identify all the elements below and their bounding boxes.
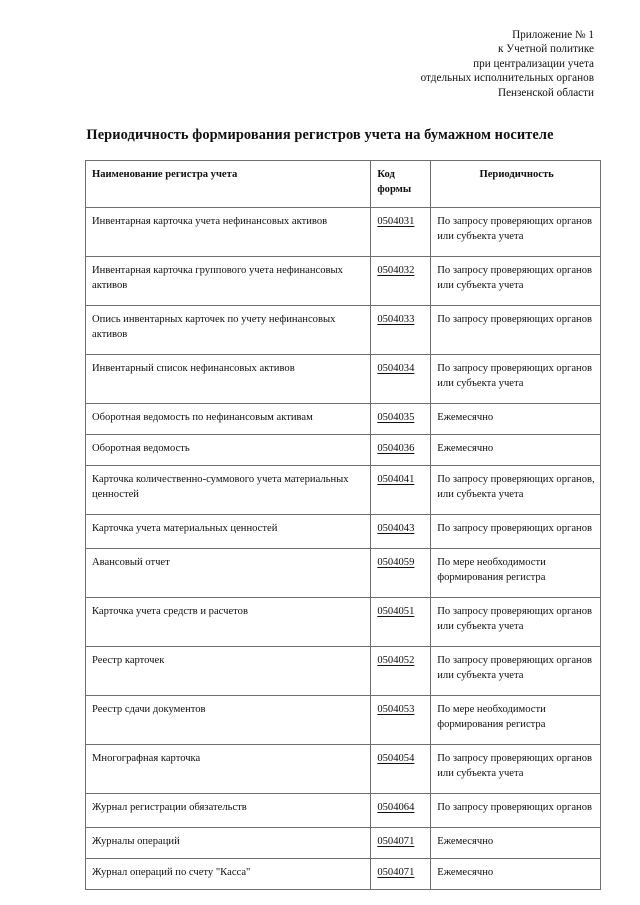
register-name: Авансовый отчет bbox=[86, 549, 371, 598]
form-code-link[interactable]: 0504035 bbox=[377, 412, 415, 423]
periodicity: По запросу проверяющих органов bbox=[431, 306, 601, 355]
registers-table bbox=[85, 160, 601, 890]
register-name: Опись инвентарных карточек по учету нефинансовых активов bbox=[86, 306, 371, 355]
register-name: Реестр сдачи документов bbox=[86, 696, 371, 745]
header-periodicity: Периодичность bbox=[431, 161, 601, 208]
register-name: Карточка учета средств и расчетов bbox=[86, 598, 371, 647]
table-row bbox=[86, 355, 601, 404]
periodicity: По мере необходимости формирования регистра bbox=[431, 696, 601, 745]
periodicity: По запросу проверяющих органов или субъекта учета bbox=[431, 647, 601, 696]
table-row bbox=[86, 828, 601, 859]
appendix-note-line: при централизации учета bbox=[473, 57, 594, 70]
form-code-link[interactable]: 0504043 bbox=[377, 523, 415, 534]
periodicity: По мере необходимости формирования регистра bbox=[431, 549, 601, 598]
form-code-link[interactable]: 0504054 bbox=[377, 753, 415, 764]
appendix-note-line: отдельных исполнительных органов bbox=[420, 72, 594, 85]
table-row bbox=[86, 794, 601, 828]
register-name: Журнал регистрации обязательств bbox=[86, 794, 371, 828]
form-code-link[interactable]: 0504059 bbox=[377, 557, 415, 568]
register-name: Журналы операций bbox=[86, 828, 371, 859]
form-code-link[interactable]: 0504071 bbox=[377, 836, 415, 847]
register-name: Многографная карточка bbox=[86, 745, 371, 794]
table-row bbox=[86, 404, 601, 435]
table-row bbox=[86, 306, 601, 355]
periodicity: По запросу проверяющих органов bbox=[431, 794, 601, 828]
periodicity: Ежемесячно bbox=[431, 404, 601, 435]
header-register-name: Наименование регистра учета bbox=[86, 161, 371, 208]
periodicity: Ежемесячно bbox=[431, 859, 601, 890]
periodicity: По запросу проверяющих органов или субъекта учета bbox=[431, 745, 601, 794]
form-code-link[interactable]: 0504071 bbox=[377, 867, 415, 878]
form-code-link[interactable]: 0504051 bbox=[377, 606, 415, 617]
table-row bbox=[86, 859, 601, 890]
register-name: Карточка учета материальных ценностей bbox=[86, 515, 371, 549]
periodicity: Ежемесячно bbox=[431, 435, 601, 466]
form-code-link[interactable]: 0504034 bbox=[377, 363, 415, 374]
table-row bbox=[86, 745, 601, 794]
document-title: Периодичность формирования регистров учета на бумажном носителе bbox=[86, 127, 554, 143]
table-row bbox=[86, 208, 601, 257]
periodicity: По запросу проверяющих органов или субъекта учета bbox=[431, 257, 601, 306]
periodicity: По запросу проверяющих органов или субъекта учета bbox=[431, 598, 601, 647]
register-name: Журнал операций по счету "Касса" bbox=[86, 859, 371, 890]
form-code-link[interactable]: 0504032 bbox=[377, 265, 415, 276]
periodicity: По запросу проверяющих органов или субъекта учета bbox=[431, 355, 601, 404]
form-code-link[interactable]: 0504041 bbox=[377, 474, 415, 485]
table-row bbox=[86, 257, 601, 306]
table-row bbox=[86, 598, 601, 647]
form-code-link[interactable]: 0504036 bbox=[377, 443, 415, 454]
header-form-code: Код формы bbox=[371, 161, 431, 208]
form-code-link[interactable]: 0504053 bbox=[377, 704, 415, 715]
table-row bbox=[86, 696, 601, 745]
table-header-row bbox=[86, 161, 601, 208]
register-name: Оборотная ведомость по нефинансовым активам bbox=[86, 404, 371, 435]
periodicity: По запросу проверяющих органов bbox=[431, 515, 601, 549]
table-row bbox=[86, 466, 601, 515]
table-row bbox=[86, 647, 601, 696]
periodicity: По запросу проверяющих органов или субъекта учета bbox=[431, 208, 601, 257]
table-row bbox=[86, 549, 601, 598]
register-name: Инвентарный список нефинансовых активов bbox=[86, 355, 371, 404]
table-row bbox=[86, 515, 601, 549]
register-name: Инвентарная карточка группового учета нефинансовых активов bbox=[86, 257, 371, 306]
register-name: Инвентарная карточка учета нефинансовых активов bbox=[86, 208, 371, 257]
periodicity: Ежемесячно bbox=[431, 828, 601, 859]
register-name: Реестр карточек bbox=[86, 647, 371, 696]
appendix-note bbox=[421, 28, 594, 100]
appendix-note-line: Пензенской области bbox=[497, 86, 594, 99]
appendix-note-line: к Учетной политике bbox=[497, 43, 594, 56]
register-name: Оборотная ведомость bbox=[86, 435, 371, 466]
form-code-link[interactable]: 0504031 bbox=[377, 216, 415, 227]
appendix-note-line: Приложение № 1 bbox=[512, 29, 594, 41]
form-code-link[interactable]: 0504052 bbox=[377, 655, 415, 666]
table-row bbox=[86, 435, 601, 466]
form-code-link[interactable]: 0504033 bbox=[377, 314, 415, 325]
periodicity: По запросу проверяющих органов, или субъекта учета bbox=[431, 466, 601, 515]
form-code-link[interactable]: 0504064 bbox=[377, 802, 415, 813]
register-name: Карточка количественно-суммового учета материальных ценностей bbox=[86, 466, 371, 515]
